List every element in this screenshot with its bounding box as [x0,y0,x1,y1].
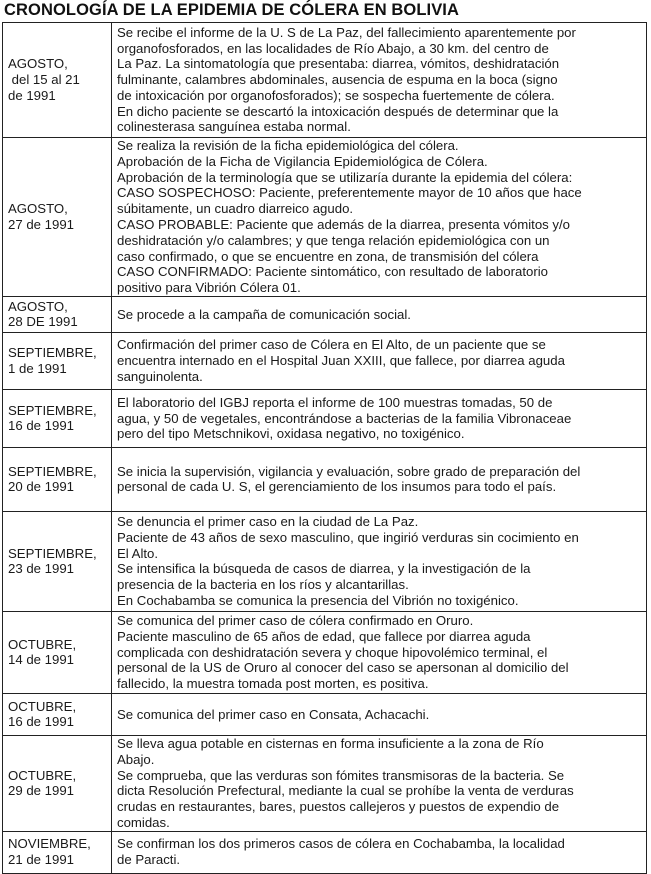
description-line: Se comprueba, que las verduras son fómites transmisoras de la bacteria. Se [117,767,565,783]
date-line: 27 de 1991 [8,216,75,232]
description-line: personal de la US de Oruro al conocer del caso se apersonan al domicilio del [117,660,569,676]
description-line: CASO PROBABLE: Paciente que además de la diarrea, presenta vómitos y/o [117,216,571,232]
description-cell [112,389,647,447]
date-line: OCTUBRE, [8,636,77,652]
table-row [3,511,647,611]
description-cell [112,447,647,511]
document-title: CRONOLOGÍA DE LA EPIDEMIA DE CÓLERA EN BOLIVIA [4,1,460,19]
description-line: Se recibe el informe de la U. S de La Paz, del fallecimiento aparentemente por [117,24,576,40]
date-line: AGOSTO, [8,298,68,314]
date-line: 21 de 1991 [8,852,75,868]
date-line: SEPTIEMBRE, [8,545,97,561]
description-line: Aprobación de la terminología que se utilizaría durante la epidemia del cólera: [117,169,573,185]
description-line: deshidratación y/o calambres; y que tenga relación epidemiológica con un [117,232,550,248]
description-line: Se comunica del primer caso en Consata, Achacachi. [117,706,430,722]
description-line: complicada con deshidratación severa y choque hipovolémico terminal, el [117,644,548,660]
description-line: comidas. [117,814,170,830]
date-cell [3,332,112,389]
description-line: CASO CONFIRMADO: Paciente sintomático, con resultado de laboratorio [117,264,548,280]
date-cell [3,831,112,873]
description-line: de Paracti. [117,852,181,868]
description-line: Se procede a la campaña de comunicación social. [117,306,411,322]
date-cell [3,693,112,735]
date-line: de 1991 [8,87,56,103]
date-line: del 15 al 21 [8,72,80,88]
date-line: OCTUBRE, [8,767,77,783]
description-line: En Cochabamba se comunica la presencia del Vibrión no toxigénico. [117,593,519,609]
table-row [3,389,647,447]
table-row [3,296,647,332]
date-line: 29 de 1991 [8,783,75,799]
date-cell [3,611,112,693]
description-cell [112,831,647,873]
description-line: presencia de la bacteria en los ríos y alcantarillas. [117,577,409,593]
description-line: pero del tipo Metschnikovi, oxidasa negativo, no toxigénico. [117,426,465,442]
date-line: AGOSTO, [8,201,68,217]
description-line: El laboratorio del IGBJ reporta el informe de 100 muestras tomadas, 50 de [117,394,553,410]
date-line: OCTUBRE, [8,698,77,714]
description-cell [112,611,647,693]
description-line: El Alto. [117,545,159,561]
description-line: positivo para Vibrión Cólera 01. [117,280,301,296]
description-line: personal de cada U. S, el gerenciamiento de los insumos para todo el país. [117,479,557,495]
description-line: colinesterasa sanguínea estaba normal. [117,119,351,135]
date-line: 16 de 1991 [8,714,75,730]
description-cell [112,332,647,389]
description-line: organofosforados, en las localidades de Río Abajo, a 30 km. del centro de [117,40,549,56]
description-line: dicta Resolución Prefectural, mediante la cual se prohíbe la venta de verduras [117,783,574,799]
description-cell [112,23,647,138]
description-line: Paciente de 43 años de sexo masculino, que ingirió verduras sin cocimiento en [117,529,579,545]
table-row [3,693,647,735]
date-cell [3,735,112,831]
description-cell [112,693,647,735]
description-cell [112,296,647,332]
description-line: Se lleva agua potable en cisternas en forma insuficiente a la zona de Río [117,735,544,751]
date-cell [3,389,112,447]
description-line: súbitamente, un cuadro diarreico agudo. [117,201,354,217]
date-line: NOVIEMBRE, [8,836,91,852]
description-line: Se inicia la supervisión, vigilancia y evaluación, sobre grado de preparación del [117,463,581,479]
table-row [3,831,647,873]
date-line: AGOSTO, [8,56,68,72]
date-line: SEPTIEMBRE, [8,345,97,361]
table-row [3,23,647,138]
description-line: encuentra internado en el Hospital Juan XXIII, que fallece, por diarrea aguda [117,353,565,369]
table-row [3,735,647,831]
date-line: 1 de 1991 [8,360,67,376]
description-line: CASO SOSPECHOSO: Paciente, preferentemente mayor de 10 años que hace [117,185,582,201]
date-cell [3,511,112,611]
table-row [3,611,647,693]
table-row [3,332,647,389]
description-cell [112,138,647,297]
description-line: agua, y 50 de vegetales, encontrándose a bacterias de la familia Vibronaceae [117,410,572,426]
date-cell [3,447,112,511]
description-line: de intoxicación por organofosforados); se sospecha fuertemente de cólera. [117,87,555,103]
date-cell [3,138,112,297]
description-line: Abajo. [117,751,155,767]
description-line: Confirmación del primer caso de Cólera en El Alto, de un paciente que se [117,337,546,353]
description-line: Se comunica del primer caso de cólera confirmado en Oruro. [117,612,474,628]
description-line: crudas en restaurantes, bares, puestos callejeros y puestos de expendio de [117,799,560,815]
description-line: caso confirmado, o que se encuentre en zona, de transmisión del cólera [117,248,539,264]
description-line: En dicho paciente se descartó la intoxicación después de determinar que la [117,103,559,119]
description-cell [112,735,647,831]
date-line: 28 DE 1991 [8,314,78,330]
description-line: Paciente masculino de 65 años de edad, que fallece por diarrea aguda [117,628,531,644]
date-cell [3,296,112,332]
description-line: Se realiza la revisión de la ficha epidemiológica del cólera. [117,138,459,153]
description-line: Se intensifica la búsqueda de casos de diarrea, y la investigación de la [117,561,531,577]
table-row [3,447,647,511]
chronology-table-body [3,23,647,874]
date-line: SEPTIEMBRE, [8,463,97,479]
description-line: Se denuncia el primer caso en la ciudad de La Paz. [117,514,419,530]
description-line: fulminante, calambres abdominales, ausencia de espuma en la boca (signo [117,72,558,88]
date-line: SEPTIEMBRE, [8,402,97,418]
date-line: 20 de 1991 [8,479,75,495]
table-row [3,138,647,297]
date-cell [3,23,112,138]
description-line: La Paz. La sintomatología que presentaba: diarrea, vómitos, deshidratación [117,56,560,72]
description-line: sanguinolenta. [117,368,203,384]
description-line: fallecido, la muestra tomada post morten, es positiva. [117,676,429,692]
chronology-table [2,22,647,874]
date-line: 14 de 1991 [8,652,75,668]
description-line: Se confirman los dos primeros casos de cólera en Cochabamba, la localidad [117,836,565,852]
description-line: Aprobación de la Ficha de Vigilancia Epidemiológica de Cólera. [117,153,488,169]
date-line: 23 de 1991 [8,561,75,577]
description-cell [112,511,647,611]
date-line: 16 de 1991 [8,418,75,434]
